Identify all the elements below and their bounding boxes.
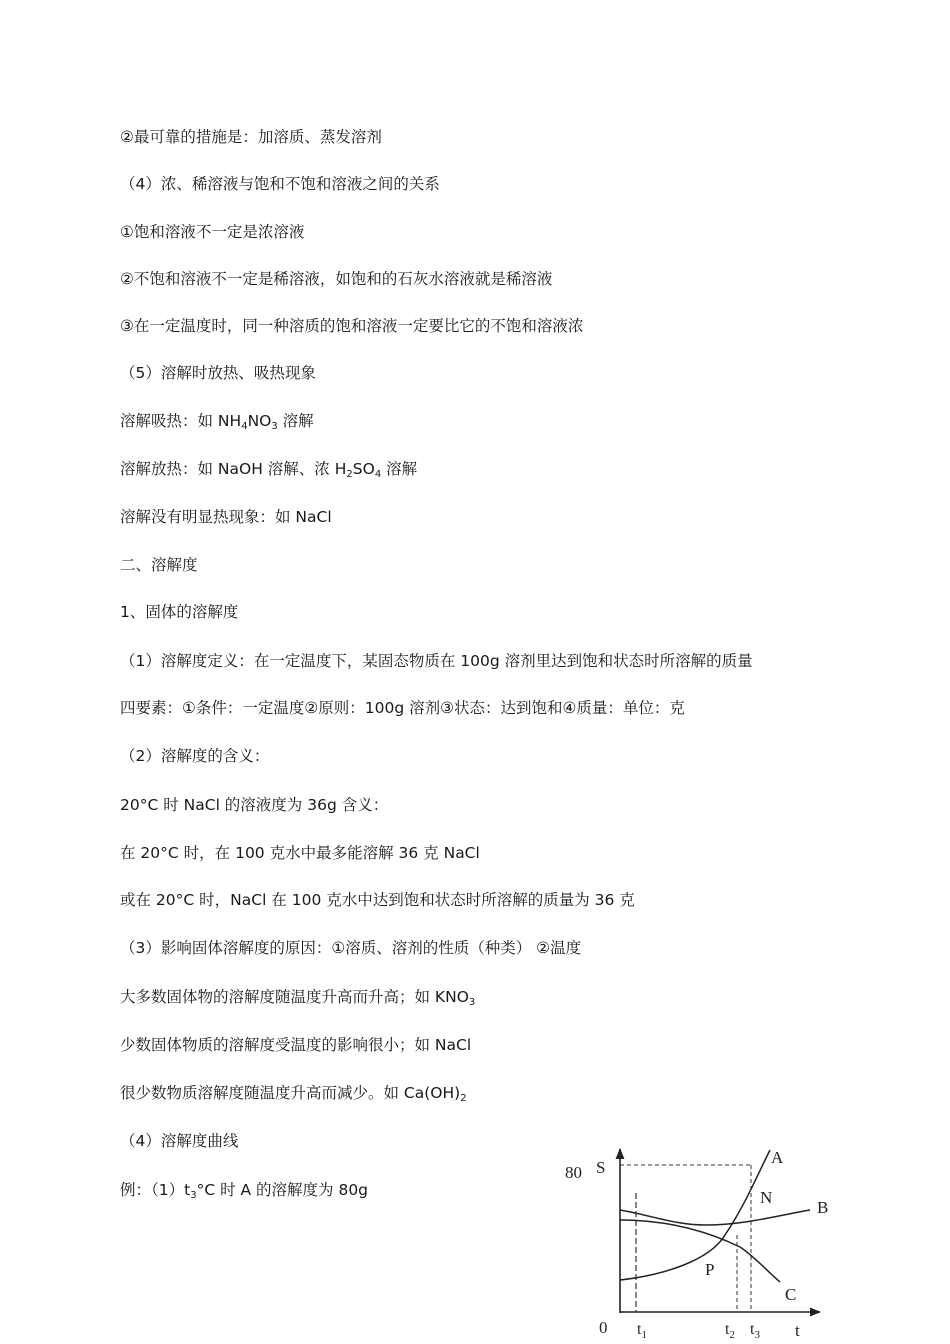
curve-b-label: B [817, 1198, 829, 1217]
text-line: 例：$(1)t_3^\circ C$ 时 A 的溶解度为 80g [120, 1181, 369, 1201]
section-heading: （2）溶解度的含义： [120, 747, 270, 765]
text-line: 溶解没有明显热现象：如 NaCl [120, 508, 332, 526]
point-p-label: P [705, 1260, 715, 1279]
tick-t3: $t_3$ [750, 1321, 760, 1341]
y-value-80: 80 [565, 1163, 582, 1182]
text-line: 很少数物质溶解度随温度升高而减少。如 $Ca(OH)_2$ [120, 1084, 467, 1104]
section-heading: 1、固体的溶解度 [120, 603, 239, 621]
solubility-curve-figure [545, 1135, 845, 1344]
curve-a-label: A [771, 1148, 784, 1167]
text-line: 或在 20°C 时，NaCl 在 100 克水中达到饱和状态时所溶解的质量为 36 克 [120, 891, 635, 909]
section-heading: 二、溶解度 [120, 556, 198, 574]
curve-b [620, 1210, 810, 1225]
text-line: （4）浓、稀溶液与饱和不饱和溶液之间的关系 [120, 175, 440, 193]
text-line: ③在一定温度时，同一种溶质的饱和溶液一定要比它的不饱和溶液浓 [120, 317, 584, 335]
text-line: 四要素：①条件：一定温度②原则：100g 溶剂③状态：达到饱和④质量：单位：克 [120, 699, 685, 717]
tick-t2: $t_2$ [725, 1321, 735, 1341]
text-line: 溶解放热：如 NaOH 溶解、浓 $H_2SO_4$ 溶解 [120, 460, 418, 480]
section-heading: （4）溶解度曲线 [120, 1132, 239, 1150]
y-axis-label: S [596, 1158, 606, 1177]
text-line: 在 20°C 时，在 100 克水中最多能溶解 36 克 NaCl [120, 844, 480, 862]
text-line: ②最可靠的措施是：加溶质、蒸发溶剂 [120, 128, 382, 146]
text-line: 大多数固体物的溶解度随温度升高而升高；如 $KNO_3$ [120, 988, 476, 1008]
text-line: 20°C 时 NaCl 的溶液度为 36g 含义： [120, 796, 389, 814]
curve-c [620, 1220, 780, 1282]
section-heading: （5）溶解时放热、吸热现象 [120, 364, 316, 382]
text-line: 少数固体物质的溶解度受温度的影响很小；如 NaCl [120, 1036, 472, 1054]
text-line: （3）影响固体溶解度的原因：①溶质、溶剂的性质（种类） ②温度 [120, 939, 582, 957]
curve-c-label: C [785, 1285, 797, 1304]
text-line: 溶解吸热：如 $NH_4NO_3$ 溶解 [120, 412, 314, 432]
point-n-label: N [760, 1188, 773, 1207]
tick-t1: $t_1$ [637, 1321, 647, 1341]
text-line: ②不饱和溶液不一定是稀溶液，如饱和的石灰水溶液就是稀溶液 [120, 270, 553, 288]
origin-label: 0 [599, 1318, 608, 1337]
x-axis-label: t [795, 1321, 800, 1340]
text-line: ①饱和溶液不一定是浓溶液 [120, 223, 305, 241]
text-line: （1）溶解度定义：在一定温度下，某固态物质在 100g 溶剂里达到饱和状态时所溶解的质量 [120, 652, 753, 670]
